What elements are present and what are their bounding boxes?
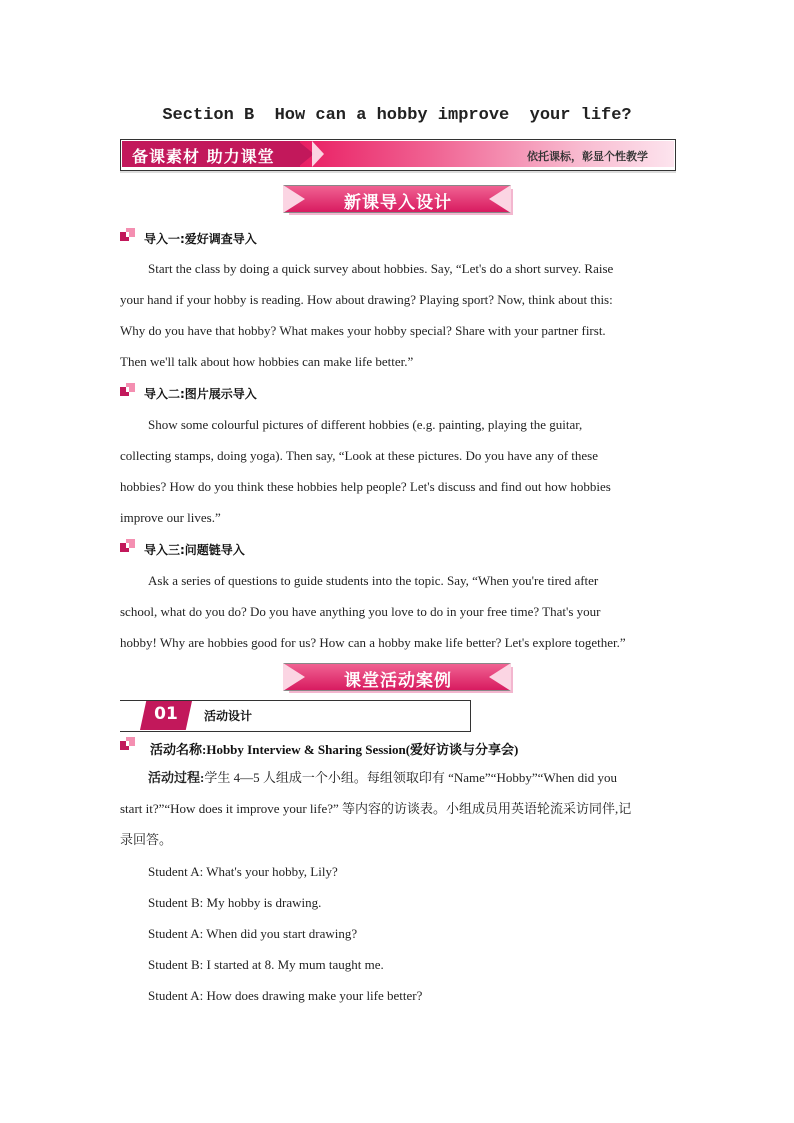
section-label: 课堂活动案例	[344, 671, 452, 691]
dialogue-line: Student B: My hobby is drawing.	[148, 895, 322, 910]
heading-bullet-icon	[120, 539, 136, 553]
intro3-heading: 导入三:问题链导入	[144, 543, 245, 557]
dialogue-line: Student A: When did you start drawing?	[148, 926, 358, 941]
activity-design-bar	[120, 700, 472, 732]
intro1-line: Then we'll talk about how hobbies can make life better.”	[120, 354, 414, 369]
dialogue-line: Student B: I started at 8. My mum taught me.	[148, 957, 384, 972]
intro3-line: school, what do you do? Do you have anything you love to do in your free time? That's your	[120, 604, 601, 619]
intro1-line: Why do you have that hobby? What makes your hobby special? Share with your partner first.	[120, 323, 606, 338]
process-line: 录回答。	[120, 832, 173, 847]
banner-right-text: 依托课标，彰显个性教学	[527, 150, 648, 163]
intro1-heading: 导入一:爱好调查导入	[144, 232, 257, 246]
section-ribbon-activities	[283, 663, 513, 691]
activity-process	[120, 762, 680, 855]
dialogue-line: Student A: How does drawing make your life better?	[148, 988, 423, 1003]
section-label: 新课导入设计	[344, 193, 452, 213]
intro2-heading: 导入二:图片展示导入	[144, 387, 257, 401]
intro2-line: Show some colourful pictures of different hobbies (e.g. painting, playing the guitar,	[148, 417, 583, 432]
process-line: start it?”“How does it improve your life?” 等内容的访谈表。小组成员用英语轮流采访同伴,记	[120, 801, 632, 816]
heading-bullet-icon	[120, 737, 136, 751]
process-line: 活动过程:学生 4—5 人组成一个小组。每组领取印有 “Name”“Hobby”“When did you	[148, 770, 618, 785]
activity-name-label: 活动名称:	[150, 742, 207, 757]
intro1-paragraph	[120, 253, 680, 377]
section-ribbon-intro	[283, 185, 513, 213]
activity-name-value: Hobby Interview & Sharing Session(爱好访谈与分享会)	[206, 742, 519, 757]
page-title: Section B How can a hobby improve your life?	[162, 106, 632, 125]
heading-bullet-icon	[120, 383, 136, 397]
dialogue-line: Student A: What's your hobby, Lily?	[148, 864, 338, 879]
activity-number: 01	[154, 704, 178, 724]
heading-bullet-icon	[120, 228, 136, 242]
banner-arrow-highlight-icon	[312, 141, 324, 167]
banner-left-text: 备课素材 助力课堂	[132, 147, 275, 166]
process-label: 活动过程:	[148, 770, 205, 785]
intro2-line: improve our lives.”	[120, 510, 221, 525]
intro3-paragraph	[120, 565, 680, 658]
intro2-paragraph	[120, 409, 680, 533]
banner	[120, 139, 676, 173]
intro2-line: collecting stamps, doing yoga). Then say, “Look at these pictures. Do you have any of these	[120, 448, 598, 463]
activity-bar-label: 活动设计	[204, 709, 253, 723]
intro2-line: hobbies? How do you think these hobbies help people? Let's discuss and find out how hobbies	[120, 479, 611, 494]
intro1-line: Start the class by doing a quick survey about hobbies. Say, “Let's do a short survey. Raise	[148, 261, 614, 276]
intro3-line: hobby! Why are hobbies good for us? How can a hobby make life better? Let's explore together.”	[120, 635, 626, 650]
intro1-line: your hand if your hobby is reading. How about drawing? Playing sport? Now, think about this:	[120, 292, 613, 307]
intro3-line: Ask a series of questions to guide students into the topic. Say, “When you're tired after	[148, 573, 599, 588]
activity-name	[150, 739, 518, 758]
